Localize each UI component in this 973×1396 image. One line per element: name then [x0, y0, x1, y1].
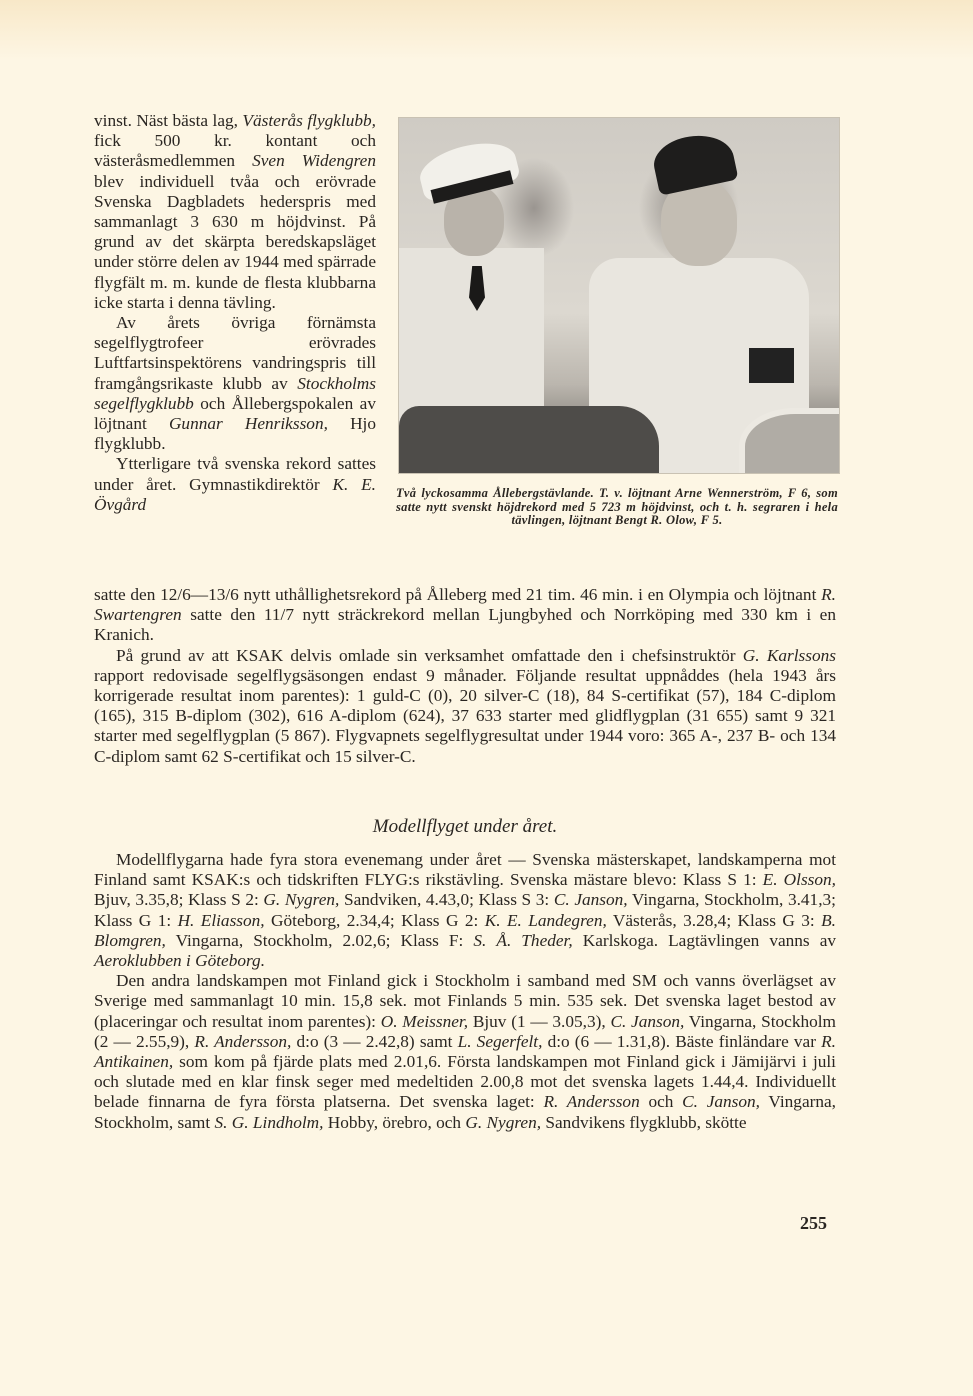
- text: Karlskoga. Lagtävlingen vanns av: [572, 930, 837, 950]
- text: d:o (3 — 2.42,8) samt: [291, 1031, 458, 1051]
- photograph-two-pilots: [398, 117, 840, 474]
- person-name: S. Å. Theder,: [473, 930, 573, 950]
- club-name: Aeroklubben i Göteborg.: [94, 951, 266, 971]
- text: fick 500 kr. kontant och västeråsmedlemmen: [94, 131, 376, 171]
- text: Hjo flygklubb.: [94, 414, 376, 454]
- text: vinst. Näst bästa lag,: [94, 111, 243, 130]
- text: Bjuv (1 — 3.05,3),: [468, 1011, 611, 1031]
- text: Den andra landskampen mot Finland gick i Stockholm i samband med SM och vanns överlägset av Sverige med sammanlagt 10 min. 15,8 sek. mot Finlands 5 min. 535 sek. Det svenska laget bestod av (placeringar och resultat inom parentes):: [94, 971, 836, 1031]
- person-name: K. E. Landegren,: [484, 910, 607, 930]
- person-name: R. Antikainen,: [94, 1031, 837, 1072]
- text: blev individuell tvåa och erövrade Svenska Dagbladets hederspris med sammanlagt 3 630 m höjdvinst. På grund av det skärpta beredskapsläget under större delen av 1944 med spärrade flygfält m. m. kunde de flesta klubbarna icke starta i denna tävling.: [94, 171, 376, 312]
- text: rapport redovisade segelflygsäsongen endast 9 månader. Följande resultat uppnåddes (hela 1943 års korrigerade resultat inom parentes): 1 guld-C (0), 20 silver-C (18), 84 S-certifikat (57), 184 C-diplom (165), 315 B-diplom (302), 616 A-diplom (624), 37 633 starter med glidflygplan (31 655) samt 9 321 starter med segelflygplan (5 867). Flygvapnets segelflygresultat under 1944 voro: 365 A-, 237 B- och 134 C-diplom samt 62 S-certifikat och 15 silver-C.: [94, 665, 836, 766]
- person-name: G. Nygren,: [263, 890, 340, 910]
- club-name: Stockholms segelflygklubb: [94, 373, 376, 413]
- person-name: R. Andersson,: [194, 1031, 292, 1051]
- text: Ytterligare två svenska rekord sattes under året. Gymnastikdirektör: [94, 454, 376, 494]
- person-name: R. Swartengren: [94, 585, 836, 625]
- paragraph: [94, 454, 376, 515]
- person-name: H. Eliasson,: [177, 910, 265, 930]
- person-name: E. Olsson,: [762, 870, 836, 890]
- paragraph: [94, 111, 376, 313]
- text: Göteborg, 2.34,4; Klass G 2:: [264, 910, 485, 930]
- left-column-text: [94, 111, 376, 515]
- person-name: C. Janson,: [682, 1092, 760, 1112]
- text: Vingarna, Stockholm, samt: [94, 1092, 836, 1132]
- text: satte den 11/7 nytt sträckrekord mellan Ljungbyhed och Norrköping med 330 km i en Kranich.: [94, 605, 836, 645]
- text: d:o (6 — 1.31,8). Bäste finländare var: [542, 1031, 822, 1051]
- full-width-text-block-2: [94, 850, 836, 1133]
- text: satte den 12/6—13/6 nytt uthållighetsrekord på Ålleberg med 21 tim. 46 min. i en Olympia och löjtnant: [94, 585, 822, 604]
- person-name: O. Meissner,: [380, 1011, 469, 1031]
- text: Västerås, 3.28,4; Klass G 3:: [606, 910, 822, 930]
- paragraph: [94, 971, 836, 1133]
- person-name: K. E. Övgård: [94, 474, 376, 514]
- person-name: Sven Widengren: [252, 151, 376, 171]
- text: och Ållebergspokalen av löjtnant: [94, 393, 376, 434]
- person-name: G. Karlssons: [742, 645, 836, 665]
- person-name: C. Janson,: [553, 890, 628, 910]
- person-name: G. Nygren,: [465, 1112, 542, 1132]
- section-heading: Modellflyget under året.: [372, 816, 558, 837]
- person-name: C. Janson,: [610, 1011, 685, 1031]
- text: Sandviken, 4.43,0; Klass S 3:: [339, 890, 554, 910]
- text: Bjuv, 3.35,8; Klass S 2:: [94, 890, 264, 910]
- text: Vingarna, Stockholm, 2.02,6; Klass F:: [165, 930, 474, 950]
- text: som kom på fjärde plats med 2.01,6. Första landskampen mot Finland gick i Jämijärvi i juli och slutade med en klar finsk seger med medeltiden 2.00,8 mot det svenska lagets 1.44,4. Individuellt belade finnarna de fyra första platserna. Det svenska laget:: [94, 1052, 836, 1112]
- text: På grund av att KSAK delvis omlade sin verksamhet omfattade den i chefsinstruktör: [116, 645, 743, 665]
- photo-caption: Två lyckosamma Ållebergstävlande. T. v. löjtnant Arne Wennerström, F 6, som satte nytt svenskt höjdrekord med 5 723 m höjdvinst, och t. h. segraren i hela tävlingen, löjtnant Bengt R. Olow, F 5.: [396, 486, 838, 528]
- text: Hobby, örebro, och: [323, 1112, 466, 1132]
- page-edge-shading: [0, 0, 973, 60]
- page-number: 255: [800, 1213, 827, 1233]
- photo-dark-cap: [649, 128, 738, 195]
- text: Modellflygarna hade fyra stora evenemang under året — Svenska mästerskapet, landskamperna mot Finland samt KSAK:s och tidskriften FLYG:s rikstävling. Svenska mästare blevo: Klass S 1:: [94, 850, 836, 890]
- person-name: S. G. Lindholm,: [214, 1112, 324, 1132]
- person-name: L. Segerfelt,: [457, 1031, 543, 1051]
- club-name: Västerås flygklubb,: [242, 111, 377, 130]
- person-name: R. Andersson: [543, 1092, 640, 1112]
- text: Vingarna, Stockholm, 3.41,3; Klass G 1:: [94, 890, 836, 930]
- person-name: B. Blomgren,: [94, 910, 836, 950]
- text: Sandvikens flygklubb, skötte: [541, 1112, 747, 1132]
- text: Av årets övriga förnämsta segelflygtrofeer erövrades Luftfartsinspektörens vandringspris till framgångsrikaste klubb av: [94, 313, 376, 393]
- person-name: Gunnar Henriksson,: [168, 414, 328, 434]
- full-width-text-block-1: [94, 585, 836, 767]
- paragraph: [94, 585, 836, 646]
- paragraph: [94, 646, 836, 767]
- text: och: [639, 1092, 683, 1112]
- photo-armband: [749, 348, 794, 383]
- paragraph: [94, 850, 836, 971]
- photo-glider-fuselage: [399, 406, 659, 474]
- text: Vingarna, Stockholm (2 — 2.55,9),: [94, 1011, 837, 1051]
- paragraph: [94, 313, 376, 454]
